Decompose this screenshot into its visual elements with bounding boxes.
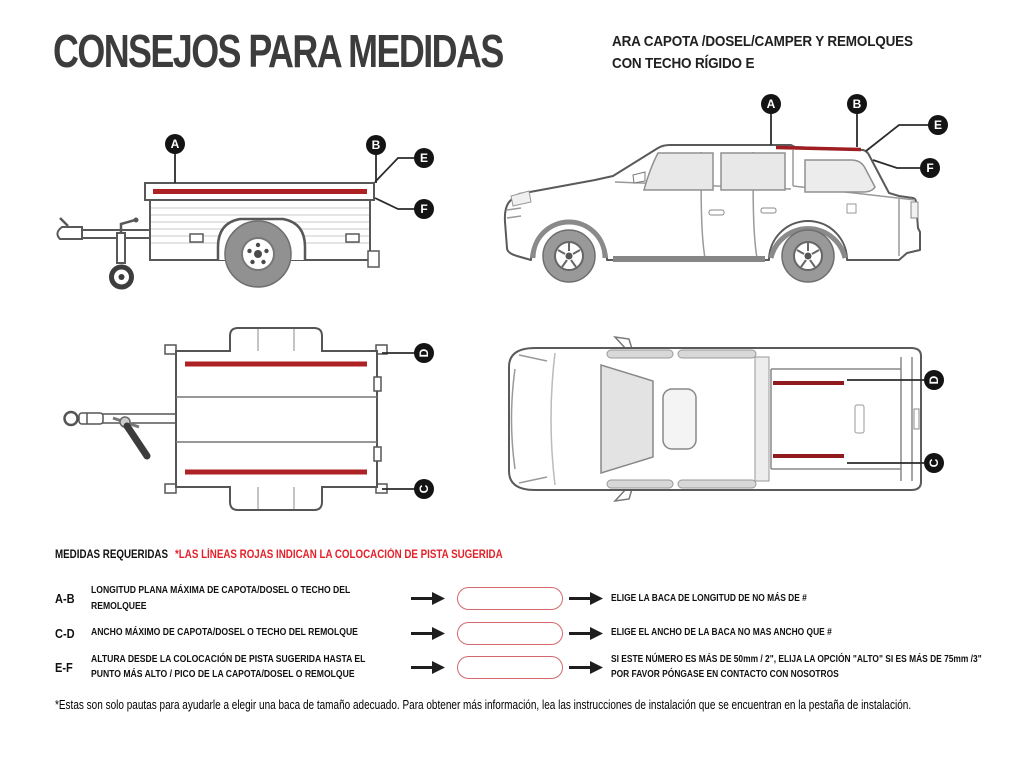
measurements-heading [55, 549, 188, 561]
measurement-input-pill [457, 622, 563, 645]
svg-text:D: D [927, 375, 941, 385]
measurement-field-ab [451, 587, 569, 610]
track-line-canopy [776, 148, 861, 150]
footer-disclaimer [55, 698, 1024, 712]
trailer-side-view-diagram [50, 103, 470, 318]
svg-text:B: B [852, 97, 862, 111]
page-title: CONSEJOS PARA MEDIDAS [53, 25, 503, 77]
row-label-ef: E-F [55, 659, 73, 675]
marker-c [414, 479, 434, 499]
trailer-side-art [57, 183, 379, 287]
marker-c [924, 453, 944, 473]
trailer-top-art [65, 328, 388, 510]
marker-b [847, 94, 867, 114]
svg-text:F: F [420, 202, 428, 216]
row-description-ab: LONGITUD PLANA MÁXIMA DE CAPOTA/DOSEL O TECHO DEL REMOLQUEE [91, 584, 351, 612]
marker-connectors [382, 353, 414, 489]
front-wheel [543, 230, 595, 282]
marker-d [414, 343, 434, 363]
page-subtitle [612, 31, 913, 75]
measurement-field-cd [451, 622, 569, 645]
footer-disclaimer-text: *Estas son solo pautas para ayudarle a elegir una baca de tamaño adecuado. Para obtener más información, lea las instrucciones de instalación que se encuentran en la pestaña de instalación. [55, 698, 912, 712]
marker-a [761, 94, 781, 114]
svg-text:C: C [417, 484, 431, 494]
truck-top-view-diagram [495, 335, 950, 530]
subtitle-line-2: CON TECHO RÍGIDO E [612, 54, 755, 72]
arrow-right-icon [569, 627, 611, 640]
row-result-cd: ELIGE EL ANCHO DE LA BACA NO MAS ANCHO QUE # [611, 626, 832, 639]
truck-side-view-diagram [495, 90, 955, 310]
svg-text:F: F [926, 161, 934, 175]
row-description-cd: ANCHO MÁXIMO DE CAPOTA/DOSEL O TECHO DEL REMOLQUE [91, 626, 358, 639]
marker-e [414, 148, 434, 168]
measurement-input-pill [457, 587, 563, 610]
row-result-ab: ELIGE LA BACA DE LONGITUD DE NO MÁS DE # [611, 591, 807, 604]
marker-b [366, 135, 386, 155]
svg-text:A: A [170, 137, 180, 151]
marker-f [920, 158, 940, 178]
arrow-right-icon [411, 661, 451, 674]
row-label-cd: C-D [55, 625, 75, 641]
trailer-top-view-diagram [55, 322, 450, 527]
marker-d [924, 370, 944, 390]
arrow-right-icon [569, 592, 611, 605]
measurement-rows [55, 583, 1000, 683]
svg-text:B: B [371, 138, 381, 152]
arrow-right-icon [569, 661, 611, 674]
measurement-field-ef [451, 656, 569, 679]
row-result-ef: SI ESTE NÚMERO ES MÁS DE 50mm / 2", ELIJA LA OPCIÓN "ALTO" SI ES MÁS DE 75mm /3" POR FAVOR PÓNGASE EN CONTACTO CON NOSOTROS [611, 652, 982, 681]
svg-text:E: E [419, 151, 429, 165]
arrow-right-icon [411, 627, 451, 640]
svg-text:C: C [927, 458, 941, 468]
svg-text:A: A [766, 97, 776, 111]
red-lines-note-text: *LAS LÍNEAS ROJAS INDICAN LA COLOCACIÓN DE PISTA SUGERIDA [175, 549, 503, 561]
svg-text:E: E [933, 118, 943, 132]
row-description-ef: ALTURA DESDE LA COLOCACIÓN DE PISTA SUGERIDA HASTA EL PUNTO MÁS ALTO / PICO DE LA CAPOTA/DOSEL O REMOLQUE [91, 652, 366, 681]
rear-wheel [782, 230, 834, 282]
truck-top-art [509, 337, 921, 501]
arrow-right-icon [411, 592, 451, 605]
row-label-ab: A-B [55, 591, 75, 607]
marker-f [414, 199, 434, 219]
measurements-heading-text: MEDIDAS REQUERIDAS [55, 549, 168, 561]
marker-a [165, 134, 185, 154]
truck-side-art [505, 145, 920, 282]
subtitle-line-1: ARA CAPOTA /DOSEL/CAMPER Y REMOLQUES [612, 33, 913, 50]
marker-e [928, 115, 948, 135]
svg-text:D: D [417, 348, 431, 358]
red-lines-note [175, 549, 561, 561]
measurement-input-pill [457, 656, 563, 679]
